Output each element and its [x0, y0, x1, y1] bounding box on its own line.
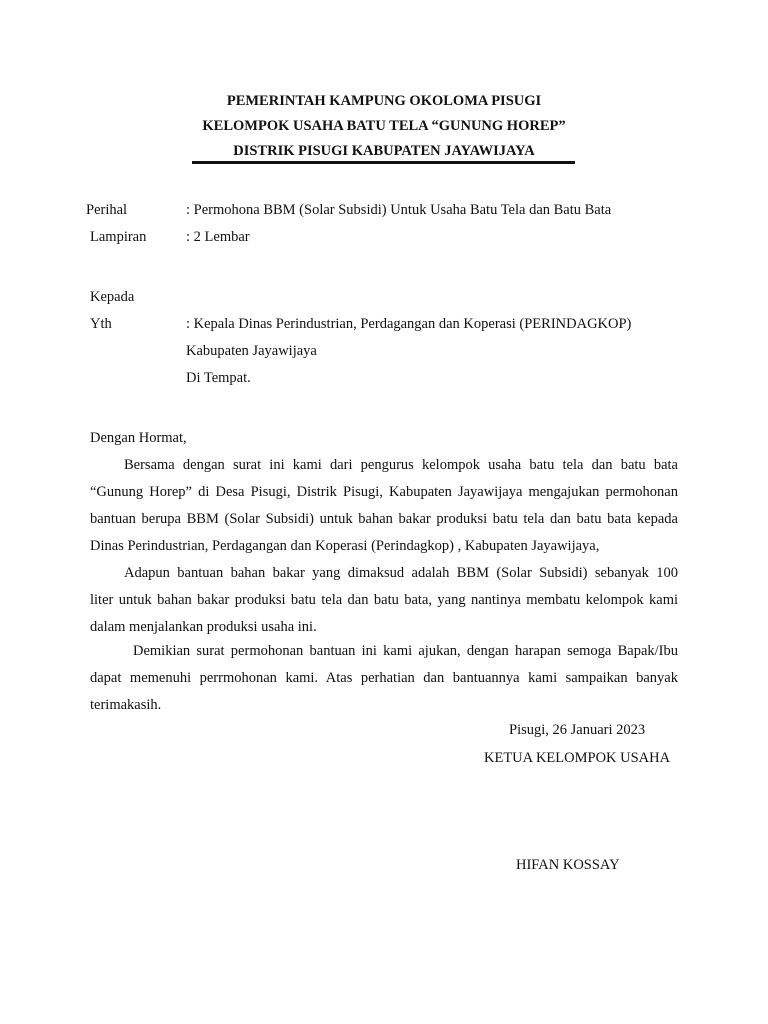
- perihal-value: : Permohona BBM (Solar Subsidi) Untuk Usaha Batu Tela dan Batu Bata: [186, 202, 612, 218]
- lampiran-label: Lampiran: [90, 229, 147, 245]
- kepada-label: Kepada: [90, 289, 135, 305]
- recipient-line-2: Kabupaten Jayawijaya: [186, 343, 317, 359]
- letterhead-line-2: KELOMPOK USAHA BATU TELA “GUNUNG HOREP”: [202, 118, 566, 134]
- letterhead-divider: [192, 161, 575, 164]
- paragraph-1-line-3: bantuan berupa BBM (Solar Subsidi) untuk bahan bakar produksi batu tela dan batu bata kepada: [90, 511, 678, 527]
- paragraph-1-line-2: “Gunung Horep” di Desa Pisugi, Distrik Pisugi, Kabupaten Jayawijaya mengajukan permohonan: [90, 484, 678, 500]
- paragraph-2-line-1: Adapun bantuan bahan bakar yang dimaksud adalah BBM (Solar Subsidi) sebanyak 100: [124, 565, 678, 581]
- yth-label: Yth: [90, 316, 112, 332]
- place-date: Pisugi, 26 Januari 2023: [509, 722, 646, 738]
- paragraph-2-line-2: liter untuk bahan bakar produksi batu tela dan batu bata, yang nantinya membatu kelompok kami: [90, 592, 678, 608]
- paragraph-3-line-2: dapat memenuhi perrmohonan kami. Atas perhatian dan bantuannya kami sampaikan banyak: [90, 670, 678, 686]
- recipient-line-1: : Kepala Dinas Perindustrian, Perdagangan dan Koperasi (PERINDAGKOP): [186, 316, 632, 332]
- letterhead-line-1: PEMERINTAH KAMPUNG OKOLOMA PISUGI: [226, 93, 542, 109]
- letterhead-line-3: DISTRIK PISUGI KABUPATEN JAYAWIJAYA: [233, 143, 535, 159]
- greeting: Dengan Hormat,: [90, 430, 187, 446]
- paragraph-1-line-4: Dinas Perindustrian, Perdagangan dan Koperasi (Perindagkop) , Kabupaten Jayawijaya,: [90, 538, 600, 554]
- signatory-title: KETUA KELOMPOK USAHA: [484, 750, 671, 766]
- perihal-label: Perihal: [86, 202, 128, 218]
- paragraph-2-line-3: dalam menjalankan produksi usaha ini.: [90, 619, 317, 635]
- recipient-line-3: Di Tempat.: [186, 370, 251, 386]
- paragraph-3-line-3: terimakasih.: [90, 697, 162, 713]
- paragraph-1-line-1: Bersama dengan surat ini kami dari pengurus kelompok usaha batu tela dan batu bata: [124, 457, 678, 473]
- signatory-name: HIFAN KOSSAY: [516, 857, 620, 873]
- paragraph-3-line-1: Demikian surat permohonan bantuan ini kami ajukan, dengan harapan semoga Bapak/Ibu: [133, 643, 678, 659]
- lampiran-value: : 2 Lembar: [186, 229, 250, 245]
